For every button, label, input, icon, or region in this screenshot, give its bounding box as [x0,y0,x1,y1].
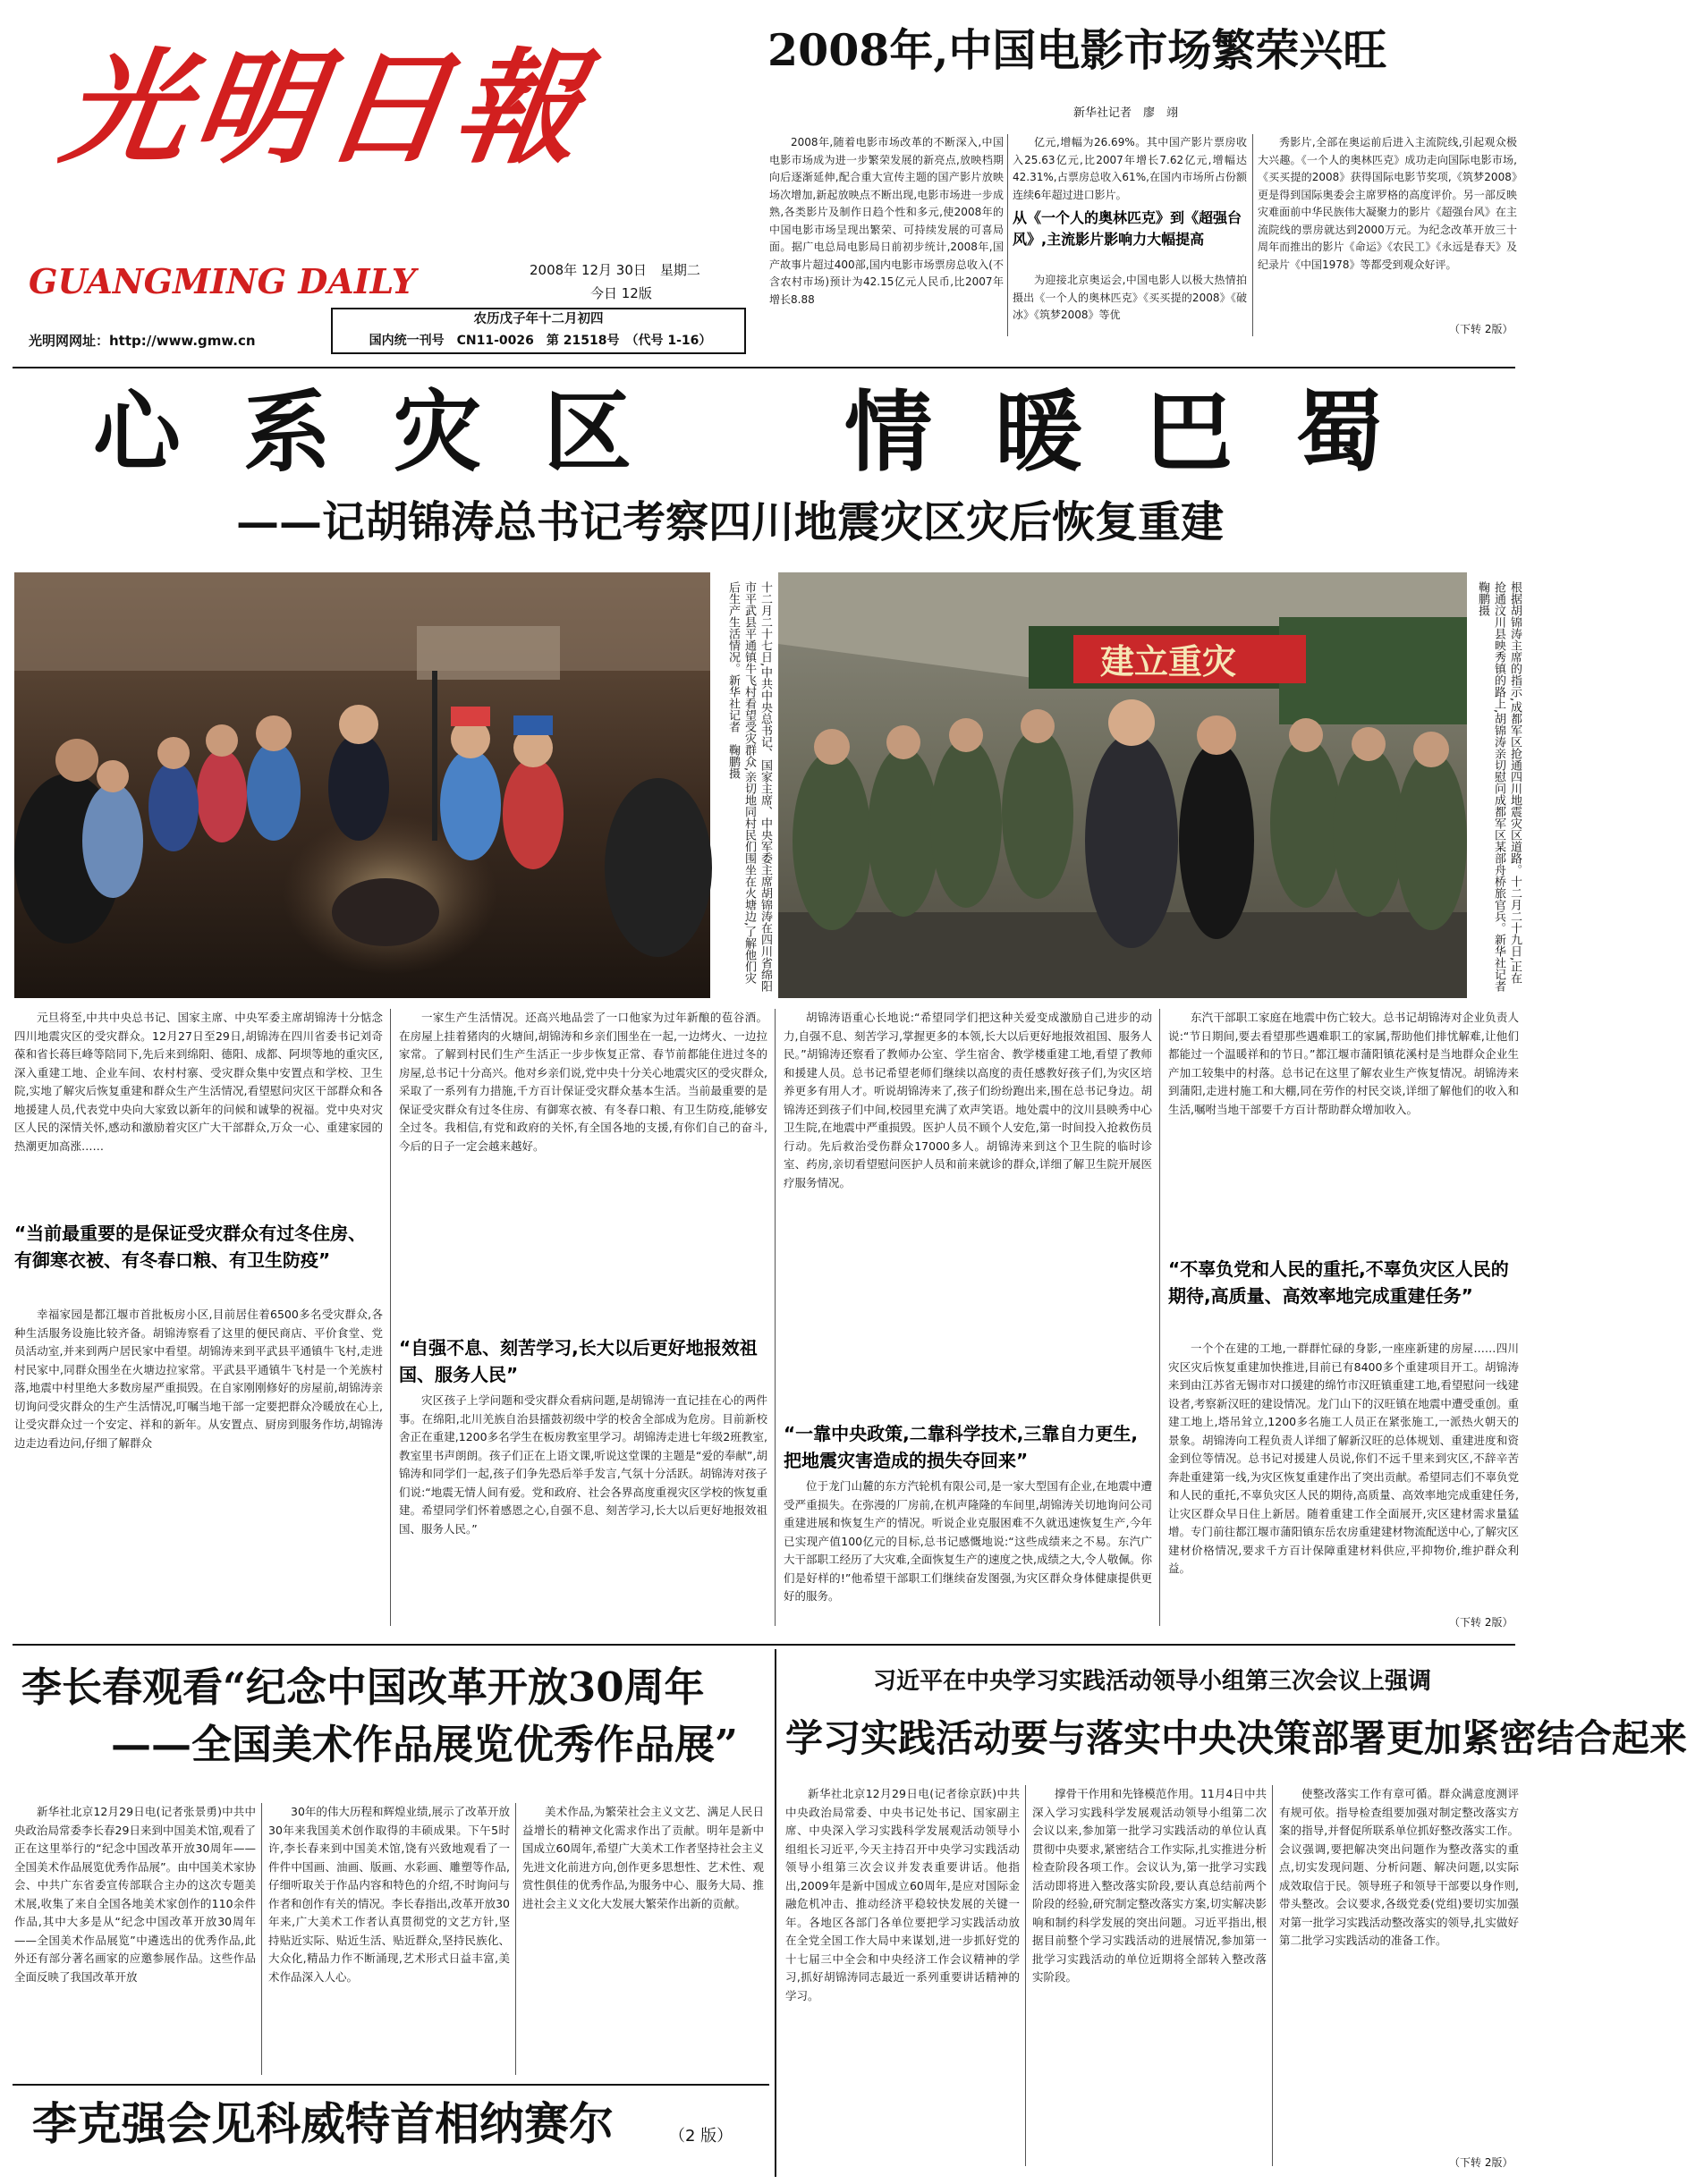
main-story-column-3: 胡锦涛语重心长地说:“希望同学们把这种关爱变成激励自己进步的动力,自强不息、刻苦学习,掌握更多的本领,长大以后更好地报效祖国、服务人民。”胡锦涛还察看了教师办公室、学生宿舍、教学楼重建工地,看望了教师和援建人员。总书记希望老师们继续以高度的责任感教好孩子们,为灾区培养更多有用人才。听说胡锦涛来了,孩子们纷纷跑出来,围在总书记身边。胡锦涛还到孩子们中间,校园里充满了欢声笑语。地处震中的汶川县映秀中心卫生院,在地震中严重损毁。医护人员不顾个人安危,第一时间投入抢救伤员行动。先后救治受伤群众17000多人。胡锦涛来到这个卫生院的临时诊室、药房,亲切看望慰问医护人员和前来就诊的群众,详细了解卫生院开展医疗服务情况。 [784,1011,1152,1189]
masthead-lunar-date: 农历戊子年十二月初四 [473,312,604,326]
main-story-subheadline: ——记胡锦涛总书记考察四川地震灾区灾后恢复重建 [236,497,1225,547]
masthead-english-name: GUANGMING DAILY [29,261,416,301]
lichangchun-divider-1 [261,1803,262,2075]
photo-1-caption: 十二月二十七日,中共中央总书记、国家主席、中央军委主席胡锦涛在四川省绵阳市平武县平通镇牛飞村看望受灾群众,亲切地同村民们围坐在火塘边,了解他们灾后生产生活情况。新华社记者 鞠鹏摄 [726,581,772,993]
film-article-column-2: 亿元,增幅为26.69%。其中国产影片票房收入25.63亿元,比2007年增长7.62亿元,增幅达42.31%,占票房总收入61%,在国内市场所占份额连续6年超过进口影片。 [1013,136,1247,201]
xijinping-column-3: 使整改落实工作有章可循。群众满意度测评有规可依。指导检查组要加强对制定整改落实方案的指导,并督促所联系单位抓好整改落实工作。会议强调,要把解决突出问题作为整改落实的重点,切实发现问题、分析问题、解决问题,以实际成效取信于民。领导班子和领导干部要以身作则,带头整改。会议要求,各级党委(党组)要切实加强对第一批学习实践活动整改落实的领导,扎实做好第二批学习实践活动的准备工作。 [1279,1787,1519,1947]
xijinping-headline: 学习实践活动要与落实中央决策部署更加紧密结合起来 [785,1716,1687,1760]
lower-section-rule [13,1644,1515,1646]
lichangchun-column-3: 美术作品,为繁荣社会主义文艺、满足人民日益增长的精神文化需求作出了贡献。明年是新中国成立60周年,希望广大美术工作者坚持社会主义先进文化前进方向,创作更多思想性、艺术性、观赏性俱佳的优秀作品,为服务中心、服务大局、推进社会主义文化大发展大繁荣作出新的贡献。 [522,1805,764,1910]
main-story-subhead-4: “不辜负党和人民的重托,不辜负灾区人民的期待,高质量、高效率地完成重建任务” [1168,1258,1509,1307]
film-article-column-2b: 为迎接北京奥运会,中国电影人以极大热情拍摄出《一个人的奥林匹克》《买买提的2008》《破冰》《筑梦2008》等优 [1013,274,1247,321]
main-story-column-1: 元旦将至,中共中央总书记、国家主席、中央军委主席胡锦涛十分惦念四川地震灾区的受灾群众。12月27日至29日,胡锦涛在四川省委书记刘奇葆和省长蒋巨峰等陪同下,先后来到绵阳、德阳、成都、阿坝等地的重灾区,深入重建工地、企业车间、农村村寨、受灾群众集中安置点和学校、卫生院,实地了解灾后恢复重建和群众生产生活情况,看望慰问灾区干部群众和各地援建人员,代表党中央向大家致以新年的问候和诚挚的祝福。党中央对灾区人民的深情关怀,感动和激励着灾区广大干部群众,万众一心、重建家园的热潮更加高涨…… [14,1011,383,1153]
lower-section-vertical-rule [775,1649,776,2177]
xijinping-kicker: 习近平在中央学习实践活动领导小组第三次会议上强调 [872,1668,1431,1695]
xijinping-continued: （下转 2版） [1449,2156,1513,2169]
photo-hu-with-soldiers [778,572,1467,998]
lichangchun-divider-2 [515,1803,516,2075]
masthead-page-count: 今日 12版 [590,285,652,301]
masthead-logo: 光明日報 [54,35,598,181]
film-article-divider-1 [1007,134,1008,336]
main-story-subhead-3: “一靠中央政策,二靠科学技术,三靠自力更生,把地震灾害造成的损失夺回来” [784,1423,1138,1471]
masthead-bottom-rule [13,367,1515,368]
film-article-divider-2 [1252,134,1253,336]
main-story-subhead-2: “自强不息、刻苦学习,长大以后更好地报效祖国、服务人民” [399,1337,758,1385]
photo-hu-with-villagers [14,572,710,998]
main-story-column-4: 东汽干部职工家庭在地震中伤亡较大。总书记胡锦涛对企业负责人说:“节日期间,要去看望那些遇难职工的家属,帮助他们排忧解难,让他们都能过一个温暖祥和的节日。”都江堰市蒲阳镇花溪村是当地群众企业生产加工较集中的村落。总书记在这里了解农业生产恢复情况。胡锦涛来到蒲阳,走进村施工和大棚,同在劳作的村民交谈,详细了解他们的收入和生活,嘱咐当地干部要千方百计帮助群众增加收入。 [1168,1011,1519,1116]
photo-2-banner-text: 建立重灾 [1100,642,1237,681]
film-article-continued: （下转 2版） [1449,323,1513,335]
lichangchun-column-2: 30年的伟大历程和辉煌业绩,展示了改革开放30年来我国美术创作取得的丰硕成果。下午5时许,李长春来到中国美术馆,饶有兴致地观看了一件件中国画、油画、版画、水彩画、雕塑等作品,仔细听取关于作品内容和特色的介绍,不时询问与作者和创作有关的情况。李长春指出,改革开放30年来,广大美术工作者认真贯彻党的文艺方针,坚持贴近实际、贴近生活、贴近群众,坚持民族化、大众化,精品力作不断涌现,艺术形式日益丰富,美术作品深入人心。 [268,1805,510,1984]
film-article-byline: 新华社记者 廖 翊 [1073,106,1179,120]
photo-hu-with-soldiers-image [778,572,1467,998]
film-article-column-1: 2008年,随着电影市场改革的不断深入,中国电影市场成为进一步繁荣发展的新亮点,放映档期向后逐渐延伸,配合重大宣传主题的国产影片放映场次增加,新起放映点不断出现,电影市场进一步成熟,各类影片及制作日趋个性和多元,使2008年的中国电影市场呈现出繁荣、可持续发展的可喜局面。据广电总局电影局日前初步统计,2008年,国产故事片超过400部,国内电影市场票房总收入(不含农村市场)预计为42.15亿元人民币,比2007年增长8.88 [769,136,1004,306]
main-story-column-4b: 一个个在建的工地,一群群忙碌的身影,一座座新建的房屋……四川灾区灾后恢复重建加快推进,目前已有8400多个重建项目开工。胡锦涛来到由江苏省无锡市对口援建的绵竹市汉旺镇重建工地,看望慰问一线建设者,考察新汉旺的建设情况。龙门山下的汉旺镇在地震中遭受重创。重建工地上,塔吊耸立,1200多名施工人员正在紧张施工,一派热火朝天的景象。胡锦涛向工程负责人详细了解新汉旺的总体规划、重建进度和资金到位等情况。总书记对援建人员说,你们不远千里来到灾区,不辞辛苦奔赴重建第一线,为灾区恢复重建作出了突出贡献。希望同志们不辜负党和人民的重托,不辜负灾区人民的期待,高质量、高效率地完成重建任务,让灾区群众早日住上新居。随着重建工作全面展开,灾区建材需求量猛增。专门前往都江堰市蒲阳镇东岳农房重建建材物流配送中心,了解灾区建材价格情况,要求千方百计保障重建材料供应,平抑物价,维护群众利益。 [1168,1342,1519,1575]
masthead-issue-number: 国内统一刊号 CN11-0026 第 21518号 （代号 1-16） [369,334,712,348]
main-story-column-1b: 幸福家园是都江堰市首批板房小区,目前居住着6500多名受灾群众,各种生活服务设施比较齐备。胡锦涛察看了这里的便民商店、平价食堂、党员活动室,并来到两户居民家中看望。胡锦涛来到平武县平通镇牛飞村,走进村民家中,同群众围坐在火塘边拉家常。平武县平通镇牛飞村是一个羌族村落,地震中村里绝大多数房屋严重损毁。在自家刚刚修好的房屋前,胡锦涛亲切询问受灾群众的生产生活情况,叮嘱当地干部一定要把群众冷暖放在心上,让受灾群众过一个安定、祥和的新年。从安置点、厨房到服务作坊,胡锦涛边走边看边问,仔细了解群众 [14,1308,383,1450]
main-story-divider-2 [775,1009,776,1626]
main-story-divider-3 [1159,1009,1160,1626]
film-article-column-3: 秀影片,全部在奥运前后进入主流院线,引起观众极大兴趣。《一个人的奥林匹克》成功走向国际电影市场,《买买提的2008》获得国际电影节奖项,《筑梦2008》更是得到国际奥委会主席罗格的高度评价。另一部反映灾难面前中华民族伟大凝聚力的影片《超强台风》在主流院线的票房就达到2000万元。为纪念改革开放三十周年而推出的影片《命运》《农民工》《永远是春天》及纪录片《中国1978》等都受到观众好评。 [1258,136,1517,271]
likeqiang-top-rule [13,2084,769,2086]
xijinping-divider-2 [1272,1785,1273,2166]
likeqiang-headline[interactable]: 李克强会见科威特首相纳赛尔 [32,2097,614,2150]
xijinping-column-1: 新华社北京12月29日电(记者徐京跃)中共中央政治局常委、中央书记处书记、国家副主席、中央深入学习实践科学发展观活动领导小组组长习近平,今天主持召开中央学习实践活动领导小组第三次会议并发表重要讲话。他指出,2009年是新中国成立60周年,是应对国际金融危机冲击、推动经济平稳较快发展的关键一年。各地区各部门各单位要把学习实践活动放在全党全国工作大局中来谋划,进一步抓好党的十七届三中全会和中央经济工作会议精神的学习,抓好胡锦涛同志最近一系列重要讲话精神的学习。 [785,1787,1020,2002]
main-story-subhead-1: “当前最重要的是保证受灾群众有过冬住房、有御寒衣被、有冬春口粮、有卫生防疫” [14,1223,367,1271]
likeqiang-page-reference[interactable]: （2 版） [669,2127,733,2146]
main-story-continued: （下转 2版） [1449,1616,1513,1629]
main-story-headline: 心系灾区 情暖巴蜀 [92,381,1445,484]
film-article-headline: 2008年,中国电影市场繁荣兴旺 [767,24,1387,76]
xijinping-column-2: 撑骨干作用和先锋模范作用。11月4日中共深入学习实践科学发展观活动领导小组第二次会议以来,参加第一批学习实践活动的单位认真贯彻中央要求,紧密结合工作实际,扎实推进分析检查阶段各项工作。会议认为,第一批学习实践活动即将进入整改落实阶段,要认真总结前两个阶段的经验,研究制定整改落实方案,切实解决影响和制约科学发展的突出问题。习近平指出,根据目前整个学习实践活动的进展情况,参加第一批学习实践活动的单位近期将全部转入整改落实阶段。 [1032,1787,1267,1984]
main-story-column-3b: 位于龙门山麓的东方汽轮机有限公司,是一家大型国有企业,在地震中遭受严重损失。在弥漫的厂房前,在机声隆隆的车间里,胡锦涛关切地询问公司重建进展和恢复生产的情况。听说企业克服困难不久就迅速恢复生产,今年已实现产值100亿元的目标,总书记感慨地说:“这些成绩来之不易。东汽广大干部职工经历了大灾难,全面恢复生产的速度之快,成绩之大,令人敬佩。你们是好样的!”他希望干部职工们继续奋发图强,为灾区群众身体健康提供更好的服务。 [784,1479,1152,1603]
masthead-website[interactable]: 光明网网址：http://www.gmw.cn [29,333,256,349]
film-article-subhead: 从《一个人的奥林匹克》到《超强台风》,主流影片影响力大幅提高 [1013,209,1242,248]
lichangchun-headline-line-1: 李长春观看“纪念中国改革开放30周年 [21,1663,705,1711]
main-story-column-2: 一家生产生活情况。还高兴地品尝了一口他家为过年新酿的苞谷酒。在房屋上挂着猪肉的火塘间,胡锦涛和乡亲们围坐在一起,一边烤火、一边拉家常。了解到村民们生产生活正一步步恢复正常、春节前都能住进过冬的房屋,总书记十分高兴。他对乡亲们说,党中央十分关心地震灾区的受灾群众,采取了一系列有力措施,千方百计保证受灾群众基本生活。当前最重要的是保证受灾群众有过冬住房、有御寒衣被、有冬春口粮、有卫生防疫,能够安全过冬。我相信,有党和政府的关怀,有全国各地的支援,有你们自己的奋斗,今后的日子一定会越来越好。 [399,1011,767,1153]
photo-hu-with-villagers-image [14,572,710,998]
main-story-column-2b: 灾区孩子上学问题和受灾群众看病问题,是胡锦涛一直记挂在心的两件事。在绵阳,北川羌族自治县擂鼓初级中学的校舍全部成为危房。目前新校舍正在重建,1200多名学生在板房教室里学习。胡锦涛走进七年级2班教室,教室里书声朗朗。孩子们正在上语文课,听说这堂课的主题是“爱的奉献”,胡锦涛和同学们一起,孩子们争先恐后举手发言,气氛十分活跃。胡锦涛对孩子们说:“地震无情人间有爱。党和政府、社会各界高度重视灾区学校的恢复重建。希望同学们怀着感恩之心,自强不息、刻苦学习,长大以后更好地报效祖国、服务人民。” [399,1393,767,1536]
masthead-date: 2008年 12月 30日 星期二 [530,262,700,278]
lichangchun-column-1: 新华社北京12月29日电(记者张景勇)中共中央政治局常委李长春29日来到中国美术馆,观看了正在这里举行的“纪念中国改革开放30周年——全国美术作品展览优秀作品展”。由中国美术家协会、中共广东省委宣传部联合主办的这次专题美术展,收集了来自全国各地美术家创作的110余件作品,其中大多是从“纪念中国改革开放30周年——全国美术作品展览”中遴选出的优秀作品,此外还有部分著名画家的应邀参展作品。这些作品全面反映了我国改革开放 [14,1805,256,1984]
photo-2-caption: 根据胡锦涛主席的指示,成都军区抢通四川地震灾区道路。十二月二十九日,正在抢通汶川县映秀镇的路上,胡锦涛亲切慰问成都军区某部舟桥旅官兵。新华社记者 鞠鹏摄 [1476,581,1522,1004]
xijinping-divider-1 [1025,1785,1026,2166]
main-story-divider-1 [390,1009,391,1626]
masthead [13,13,742,361]
lichangchun-headline-line-2: ——全国美术作品展览优秀作品展” [111,1721,738,1768]
